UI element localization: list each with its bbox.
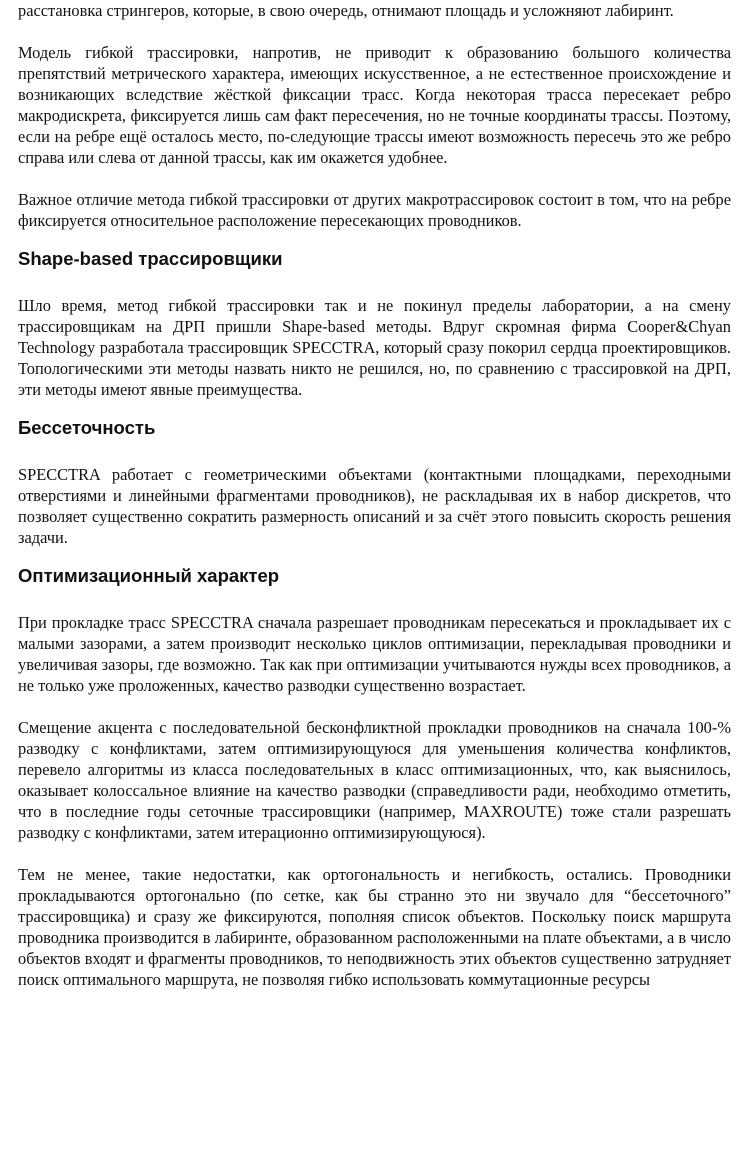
paragraph: При прокладке трасс SPECCTRA сначала разрешает проводникам пересекаться и прокладывает их с малыми зазорами, а затем производит несколько циклов оптимизации, перекладывая проводники и увеличивая зазоры, где возможно. Так как при оптимизации учитываются нужды всех проводников, а не только уже проложенных, качество разводки существенно возрастает. xyxy=(18,613,731,695)
paragraph: расстановка стрингеров, которые, в свою очередь, отнимают площадь и усложняют лабиринт. xyxy=(18,1,674,20)
section-heading: Бессеточность xyxy=(18,417,156,438)
paragraph: Смещение акцента с последовательной бесконфликтной прокладки проводников на сначала 100-% разводку с конфликтами, затем оптимизирующуюся для уменьшения количества конфликтов, перевело алгоритмы из класса последовательных в класс оптимизационных, что, как выяснилось, оказывает колоссальное влияние на качество разводки (справедливости ради, необходимо отметить, что в последние годы сеточные трассировщики (например, MAXROUTE) тоже стали разрешать разводку с конфликтами, затем итерационно оптимизирующуюся). xyxy=(18,718,731,842)
section-heading: Shape-based трассировщики xyxy=(18,248,283,269)
document-page xyxy=(18,0,731,990)
paragraph: Шло время, метод гибкой трассировки так и не покинул пределы лаборатории, а на смену трассировщикам на ДРП пришли Shape-based методы. Вдруг скромная фирма Cooper&Chyan Technology разработала трассировщик SPECCTRA, который сразу покорил сердца проектировщиков. Топологическими эти методы назвать никто не решился, но, по сравнению с трассировкой на ДРП, эти методы имеют явные преимущества. xyxy=(18,296,731,399)
paragraph: Важное отличие метода гибкой трассировки от других макротрассировок состоит в том, что на ребре фиксируется относительное расположение пересекающих проводников. xyxy=(18,190,731,230)
paragraph: Тем не менее, такие недостатки, как ортогональность и негибкость, остались. Проводники прокладываются ортогонально (по сетке, как бы странно это ни звучало для “бессеточного” трассировщика) и сразу же фиксируются, пополняя список объектов. Поскольку поиск маршрута проводника производится в лабиринте, образованном расположенными на плате объектами, а в число объектов входят и фрагменты проводников, то неподвижность этих объектов существенно затрудняет поиск оптимального маршрута, не позволяя гибко использовать коммутационные ресурсы xyxy=(18,865,731,989)
paragraph: Модель гибкой трассировки, напротив, не приводит к образованию большого количества препятствий метрического характера, имеющих искусственное, а не естественное происхождение и возникающих вследствие жёсткой фиксации трасс. Когда некоторая трасса пересекает ребро макродискрета, фиксируется лишь сам факт пересечения, но не точные координаты трассы. Поэтому, если на ребре ещё осталось место, по-следующие трассы имеют возможность пересечь это же ребро справа или слева от данной трассы, как им окажется удобнее. xyxy=(18,43,731,167)
section-heading: Оптимизационный характер xyxy=(18,565,280,586)
paragraph: SPECCTRA работает с геометрическими объектами (контактными площадками, переходными отверстиями и линейными фрагментами проводников), не раскладывая их в набор дискретов, что позволяет существенно сократить размерность описаний и за счёт этого повысить скорость решения задачи. xyxy=(18,465,731,547)
